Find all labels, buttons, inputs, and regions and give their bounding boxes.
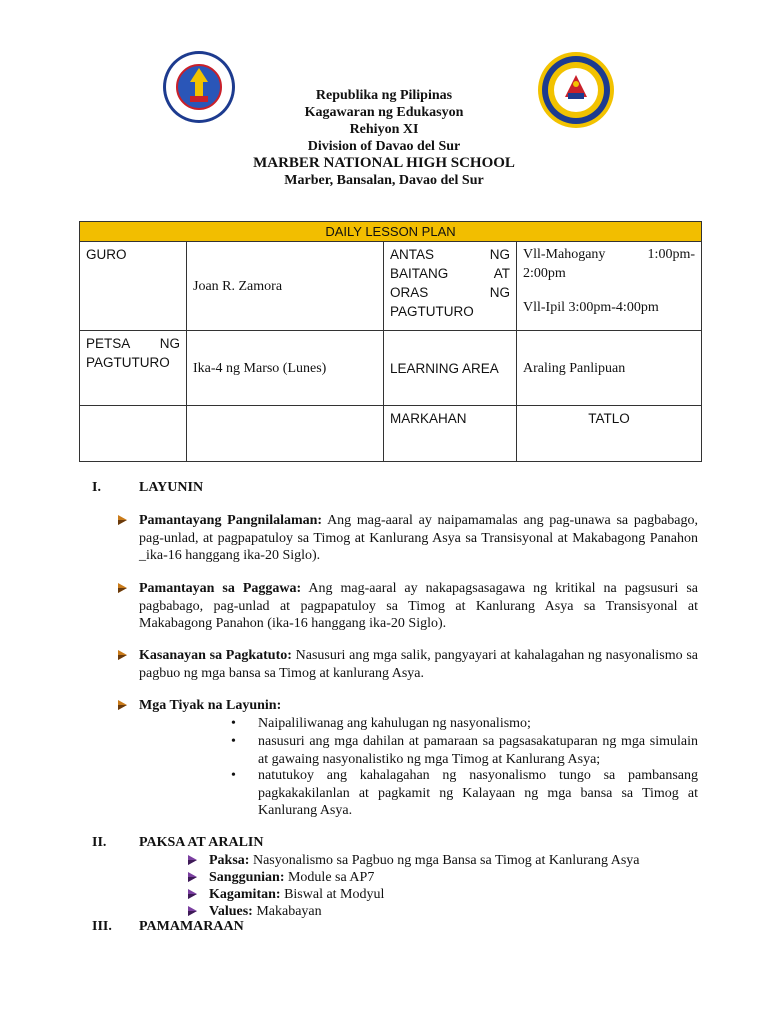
objective-bullet: • natutukoy ang kahalagahan ng nasyonalismo tungo sa pambansang pagkakakilanlan at pagkamit ng Kalayaan ng mga bansa sa Timog at Kanlurang Asya. <box>231 768 698 818</box>
empty-cell <box>187 406 384 462</box>
header-region: Rehiyon XI <box>349 122 419 137</box>
arrow-bullet-icon <box>186 854 198 866</box>
section-layunin-heading: I. LAYUNIN <box>92 480 204 495</box>
arrow-bullet-icon <box>116 649 128 661</box>
section-pamamaraan-heading: III. PAMAMARAAN <box>92 919 244 934</box>
petsa-label: PETSA NG PAGTUTURO <box>80 331 187 406</box>
header-school-name: MARBER NATIONAL HIGH SCHOOL <box>253 155 515 171</box>
arrow-bullet-icon <box>186 871 198 883</box>
list-item: Values: Makabayan <box>186 903 706 920</box>
header-department: Kagawaran ng Edukasyon <box>304 105 464 120</box>
document-header <box>0 87 768 189</box>
section-paksa-heading: II. PAKSA AT ARALIN <box>92 835 264 850</box>
header-school-address: Marber, Bansalan, Davao del Sur <box>284 173 484 188</box>
arrow-bullet-icon <box>186 888 198 900</box>
empty-cell <box>80 406 187 462</box>
markahan-label: MARKAHAN <box>384 406 517 462</box>
schedule-value: Vll-Mahogany 1:00pm- 2:00pm Vll-Ipil 3:00pm-4:00pm <box>517 242 702 331</box>
antas-label: ANTAS NG BAITANG AT ORAS NG PAGTUTURO <box>384 242 517 331</box>
learning-area-value: Araling Panlipuan <box>517 331 702 406</box>
arrow-bullet-icon <box>186 905 198 917</box>
list-item: Sanggunian: Module sa AP7 <box>186 869 706 886</box>
arrow-bullet-icon <box>116 699 128 711</box>
arrow-bullet-icon <box>116 514 128 526</box>
guro-label: GURO <box>80 242 187 331</box>
list-item: Paksa: Nasyonalismo sa Pagbuo ng mga Bansa sa Timog at Kanlurang Asya <box>186 852 706 869</box>
lesson-plan-table <box>79 221 702 462</box>
learning-area-label: LEARNING AREA <box>384 331 517 406</box>
list-item: Kagamitan: Biswal at Modyul <box>186 886 706 903</box>
guro-value: Joan R. Zamora <box>187 242 384 331</box>
objective-bullet: • nasusuri ang mga dahilan at pamaraan sa pagsasakatuparan ng mga simulain at gawaing nasyonalistiko ng mga Timog at Kanlurang Asya; <box>231 734 698 767</box>
markahan-value: TATLO <box>517 406 702 462</box>
header-division: Division of Davao del Sur <box>307 139 461 154</box>
list-item: Pamantayang Pangnilalaman: Ang mag-aaral ay naipamamalas ang pag-unawa sa pagbabago, pag-unlad, at pagpapatuloy sa Timog at Kanlurang Asya sa Transisyonal at Makabagong Panahon _ika-16 hanggang ika-20 Siglo). <box>116 512 698 565</box>
header-republic: Republika ng Pilipinas <box>315 88 453 103</box>
list-item: Kasanayan sa Pagkatuto: Nasusuri ang mga salik, pangyayari at kahalagahan ng nasyonalismo sa pagbuo ng mga bansa sa Timog at kanlurang Asya. <box>116 647 698 682</box>
arrow-bullet-icon <box>116 582 128 594</box>
objective-bullet: • Naipaliliwanag ang kahulugan ng nasyonalismo; <box>231 716 531 731</box>
list-item: Pamantayan sa Paggawa: Ang mag-aaral ay nakapagsasagawa ng kritikal na pagsusuri sa pagbabago, pag-unlad at pagpapatuloy sa Timog at Kanlurang Asya sa Transisyonal at Makabagong Panahon (ika-16 hanggang ika-20 Siglo). <box>116 580 698 633</box>
list-item: Mga Tiyak na Layunin: <box>116 697 698 715</box>
table-title: DAILY LESSON PLAN <box>80 222 702 242</box>
petsa-value: Ika-4 ng Marso (Lunes) <box>187 331 384 406</box>
